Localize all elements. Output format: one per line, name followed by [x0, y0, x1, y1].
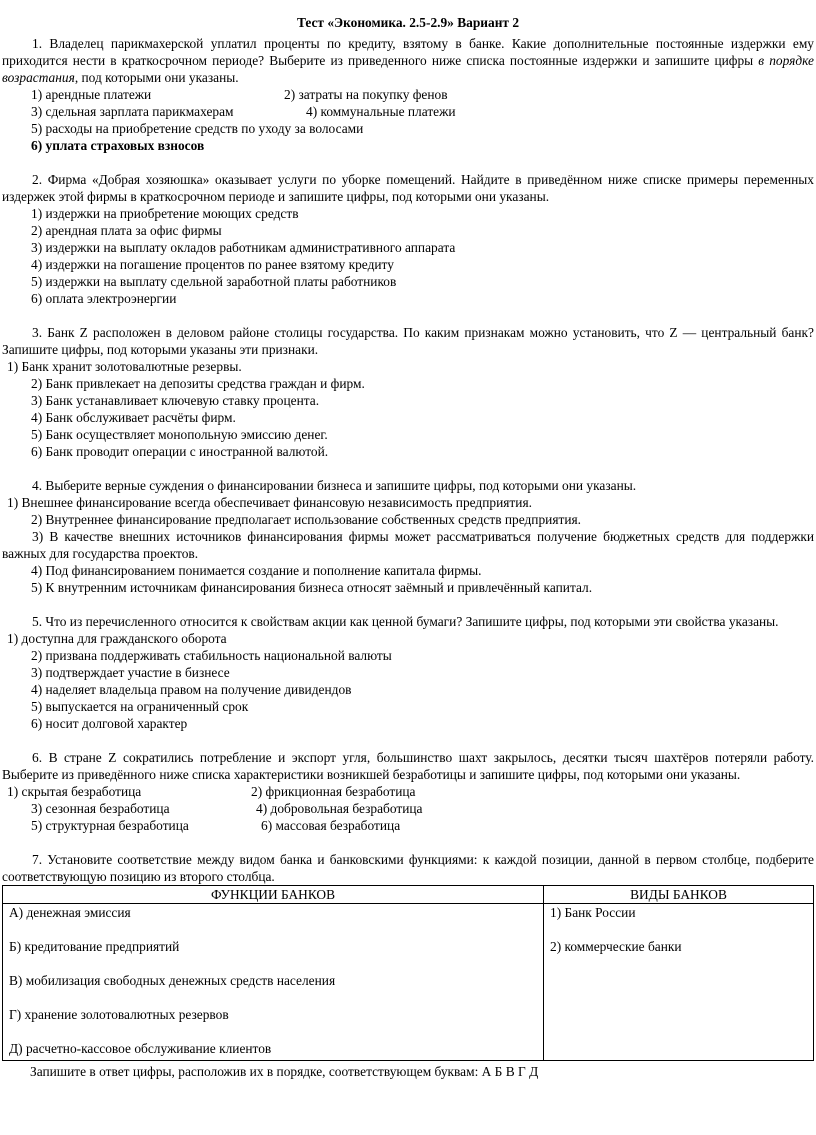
option: 1) доступна для гражданского оборота: [7, 631, 227, 646]
functions-column: [3, 904, 544, 1061]
option: 6) массовая безработица: [261, 818, 401, 833]
option: 5) издержки на выплату сдельной заработной платы работников: [31, 274, 397, 289]
table-cell: А) денежная эмиссия: [9, 905, 131, 920]
option: 2) затраты на покупку фенов: [284, 87, 448, 102]
option: 2) Внутреннее финансирование предполагает использование собственных средств предприятия.: [31, 512, 582, 527]
option: 5) Банк осуществляет монопольную эмиссию денег.: [31, 427, 328, 442]
table-cell: В) мобилизация свободных денежных средств населения: [9, 973, 336, 988]
option: 2) фрикционная безработица: [251, 784, 416, 799]
matching-table: [2, 885, 814, 1061]
question-7-text: 7. Установите соответствие между видом банка и банковскими функциями: к каждой позиции, данной в первом столбце, подберите соответствующую позицию из второго столбца.: [2, 852, 814, 884]
option: 4) наделяет владельца правом на получение дивидендов: [31, 682, 352, 697]
question-4-text: 4. Выберите верные суждения о финансировании бизнеса и запишите цифры, под которыми они указаны.: [32, 478, 637, 493]
option: 4) Банк обслуживает расчёты фирм.: [31, 410, 236, 425]
option: 1) издержки на приобретение моющих средств: [31, 206, 299, 221]
option: 1) Внешнее финансирование всегда обеспечивает финансовую независимость предприятия.: [7, 495, 532, 510]
question-5-text: 5. Что из перечисленного относится к свойствам акции как ценной бумаги? Запишите цифры, под которыми эти свойства указаны.: [32, 614, 779, 629]
table-header-functions: ФУНКЦИИ БАНКОВ: [3, 886, 544, 904]
option: 2) призвана поддерживать стабильность национальной валюты: [31, 648, 392, 663]
option: 2) Банк привлекает на депозиты средства граждан и фирм.: [31, 376, 365, 391]
option: 4) коммунальные платежи: [306, 104, 456, 119]
question-6-row: [2, 783, 814, 800]
option: 6) Банк проводит операции с иностранной валютой.: [31, 444, 329, 459]
option: 4) Под финансированием понимается создание и пополнение капитала фирмы.: [31, 563, 482, 578]
table-cell: 2) коммерческие банки: [550, 939, 682, 954]
option: 2) арендная плата за офис фирмы: [31, 223, 222, 238]
question-1-row: [2, 103, 814, 120]
option: 5) структурная безработица: [31, 818, 189, 833]
option: 1) скрытая безработица: [7, 784, 142, 799]
option: 5) выпускается на ограниченный срок: [31, 699, 249, 714]
option: 6) уплата страховых взносов: [31, 138, 205, 153]
table-cell: Г) хранение золотовалютных резервов: [9, 1007, 229, 1022]
question-3-text: 3. Банк Z расположен в деловом районе столицы государства. По каким признакам можно установить, что Z — центральный банк? Запишите цифры, под которыми указаны эти признаки.: [2, 325, 814, 357]
question-6-row: [2, 800, 814, 817]
option: 5) К внутренним источникам финансирования бизнеса относят заёмный и привлечённый капитал.: [31, 580, 593, 595]
option: 3) сдельная зарплата парикмахерам: [31, 104, 234, 119]
table-cell: Д) расчетно-кассовое обслуживание клиентов: [9, 1041, 272, 1056]
option: 1) Банк хранит золотовалютные резервы.: [7, 359, 242, 374]
option: 6) оплата электроэнергии: [31, 291, 177, 306]
option: 5) расходы на приобретение средств по уходу за волосами: [31, 121, 364, 136]
types-column: [544, 904, 814, 1061]
option: 1) арендные платежи: [31, 87, 152, 102]
option: 6) носит долговой характер: [31, 716, 188, 731]
answer-instruction: Запишите в ответ цифры, расположив их в порядке, соответствующем буквам: А Б В Г Д: [30, 1064, 539, 1079]
table-header-types: ВИДЫ БАНКОВ: [544, 886, 814, 904]
option: 3) Банк устанавливает ключевую ставку процента.: [31, 393, 320, 408]
question-1-row: [2, 86, 814, 103]
option: 3) В качестве внешних источников финансирования фирмы может рассматриваться получение бюджетных средств для поддержки важных для государства проектов.: [2, 529, 814, 561]
question-1-text: 1. Владелец парикмахерской уплатил проценты по кредиту, взятому в банке. Какие дополнительные постоянные издержки ему приходится нести в краткосрочном периоде? Выберите из приведенного ниже списка постоянные издержки и запишите цифры в порядке возрастания, под которыми они указаны.: [2, 36, 814, 85]
option: 4) издержки на погашение процентов по ранее взятому кредиту: [31, 257, 394, 272]
question-2-text: 2. Фирма «Добрая хозяюшка» оказывает услуги по уборке помещений. Найдите в приведённом ниже списке примеры переменных издержек этой фирмы в краткосрочном периоде и запишите цифры, под которыми они указаны.: [2, 172, 814, 204]
question-6-text: 6. В стране Z сократились потребление и экспорт угля, большинство шахт закрылось, десятки тысяч шахтёров потеряли работу. Выберите из приведённого ниже списка характеристики возникшей безработицы и запишите цифры, под которыми они указаны.: [2, 750, 814, 782]
question-6-row: [2, 817, 814, 834]
option: 3) сезонная безработица: [31, 801, 170, 816]
option: 3) издержки на выплату окладов работникам административного аппарата: [31, 240, 456, 255]
option: 3) подтверждает участие в бизнесе: [31, 665, 230, 680]
option: 4) добровольная безработица: [256, 801, 423, 816]
table-cell: Б) кредитование предприятий: [9, 939, 180, 954]
page-title: Тест «Экономика. 2.5-2.9» Вариант 2: [296, 15, 520, 30]
table-cell: 1) Банк России: [550, 905, 636, 920]
